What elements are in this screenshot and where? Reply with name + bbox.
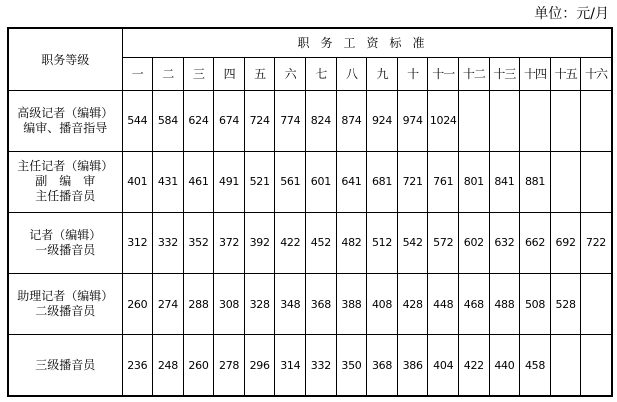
table-row [8, 151, 612, 212]
salary-cell [581, 151, 612, 212]
salary-cell: 352 [183, 212, 214, 273]
salary-cell: 260 [183, 335, 214, 396]
salary-cell [550, 90, 581, 151]
step-header: 十六 [581, 57, 612, 90]
salary-cell: 328 [244, 274, 275, 335]
salary-cell: 332 [153, 212, 184, 273]
step-header: 三 [183, 57, 214, 90]
level-line: 助理记者（编辑） [17, 289, 114, 304]
salary-cell: 761 [428, 151, 459, 212]
salary-cell: 236 [122, 335, 153, 396]
salary-cell: 674 [214, 90, 245, 151]
level-line: 高级记者（编辑） [17, 105, 114, 120]
salary-cell: 348 [275, 274, 306, 335]
salary-cell: 314 [275, 335, 306, 396]
salary-cell: 681 [367, 151, 398, 212]
salary-cell: 248 [153, 335, 184, 396]
salary-cell: 372 [214, 212, 245, 273]
level-line: 二级播音员 [35, 304, 96, 319]
salary-cell: 924 [367, 90, 398, 151]
level-line: 主任播音员 [35, 189, 96, 204]
salary-cell: 308 [214, 274, 245, 335]
salary-cell: 468 [459, 274, 490, 335]
step-header: 二 [153, 57, 184, 90]
salary-cell: 452 [306, 212, 337, 273]
table-row [8, 90, 612, 151]
level-cell [8, 90, 122, 151]
step-header: 十二 [459, 57, 490, 90]
salary-cell: 1024 [428, 90, 459, 151]
salary-cell: 662 [520, 212, 551, 273]
salary-cell: 408 [367, 274, 398, 335]
table-row [8, 212, 612, 273]
step-header: 一 [122, 57, 153, 90]
salary-cell: 260 [122, 274, 153, 335]
salary-cell: 440 [489, 335, 520, 396]
salary-cell: 422 [275, 212, 306, 273]
salary-cell: 296 [244, 335, 275, 396]
salary-cell [581, 274, 612, 335]
salary-cell: 508 [520, 274, 551, 335]
salary-cell: 448 [428, 274, 459, 335]
salary-cell: 482 [336, 212, 367, 273]
step-header: 五 [244, 57, 275, 90]
level-cell [8, 274, 122, 335]
salary-cell: 368 [306, 274, 337, 335]
table-row [8, 274, 612, 335]
level-line: 一级播音员 [35, 242, 96, 257]
step-header: 九 [367, 57, 398, 90]
salary-cell: 274 [153, 274, 184, 335]
step-header: 六 [275, 57, 306, 90]
salary-cell [489, 90, 520, 151]
salary-cell: 584 [153, 90, 184, 151]
salary-cell: 528 [550, 274, 581, 335]
salary-cell: 404 [428, 335, 459, 396]
table-body [8, 90, 612, 396]
salary-cell: 368 [367, 335, 398, 396]
salary-cell: 801 [459, 151, 490, 212]
level-line: 编审、播音指导 [23, 120, 108, 135]
step-header: 四 [214, 57, 245, 90]
salary-cell: 312 [122, 212, 153, 273]
step-header: 七 [306, 57, 337, 90]
level-line: 三级播音员 [35, 357, 96, 372]
table-row [8, 335, 612, 396]
salary-cell: 724 [244, 90, 275, 151]
salary-cell: 386 [397, 335, 428, 396]
pay-standard-header: 职务工资标准 [122, 28, 612, 57]
salary-table [7, 27, 613, 397]
salary-cell: 542 [397, 212, 428, 273]
salary-cell: 401 [122, 151, 153, 212]
salary-cell: 572 [428, 212, 459, 273]
salary-cell: 332 [306, 335, 337, 396]
salary-cell: 431 [153, 151, 184, 212]
salary-cell [581, 335, 612, 396]
level-cell [8, 151, 122, 212]
salary-cell: 388 [336, 274, 367, 335]
salary-cell: 722 [581, 212, 612, 273]
salary-cell: 422 [459, 335, 490, 396]
salary-cell: 881 [520, 151, 551, 212]
salary-cell: 874 [336, 90, 367, 151]
salary-cell: 601 [306, 151, 337, 212]
salary-cell: 461 [183, 151, 214, 212]
salary-cell: 841 [489, 151, 520, 212]
salary-cell: 632 [489, 212, 520, 273]
level-cell [8, 212, 122, 273]
salary-cell: 458 [520, 335, 551, 396]
level-line: 主任记者（编辑） [17, 159, 114, 174]
salary-cell: 624 [183, 90, 214, 151]
salary-cell: 824 [306, 90, 337, 151]
unit-label: 单位：元/月 [534, 6, 609, 22]
salary-cell: 641 [336, 151, 367, 212]
header-row-group [8, 28, 612, 57]
step-header: 十四 [520, 57, 551, 90]
salary-cell: 561 [275, 151, 306, 212]
salary-cell: 721 [397, 151, 428, 212]
level-line: 副 编 审 [35, 174, 96, 189]
salary-cell: 488 [489, 274, 520, 335]
salary-cell: 491 [214, 151, 245, 212]
salary-cell [459, 90, 490, 151]
salary-cell [550, 151, 581, 212]
salary-cell [520, 90, 551, 151]
salary-cell: 512 [367, 212, 398, 273]
step-header: 十五 [550, 57, 581, 90]
salary-cell: 521 [244, 151, 275, 212]
salary-cell: 288 [183, 274, 214, 335]
step-header: 十三 [489, 57, 520, 90]
salary-cell [581, 90, 612, 151]
salary-cell: 602 [459, 212, 490, 273]
salary-cell [550, 335, 581, 396]
level-line: 记者（编辑） [29, 227, 102, 242]
step-header: 十一 [428, 57, 459, 90]
level-cell [8, 335, 122, 396]
salary-cell: 392 [244, 212, 275, 273]
salary-cell: 428 [397, 274, 428, 335]
salary-cell: 692 [550, 212, 581, 273]
salary-cell: 974 [397, 90, 428, 151]
salary-cell: 544 [122, 90, 153, 151]
salary-cell: 278 [214, 335, 245, 396]
step-header: 八 [336, 57, 367, 90]
salary-cell: 350 [336, 335, 367, 396]
step-header: 十 [397, 57, 428, 90]
salary-cell: 774 [275, 90, 306, 151]
level-column-header: 职务等级 [8, 28, 122, 90]
